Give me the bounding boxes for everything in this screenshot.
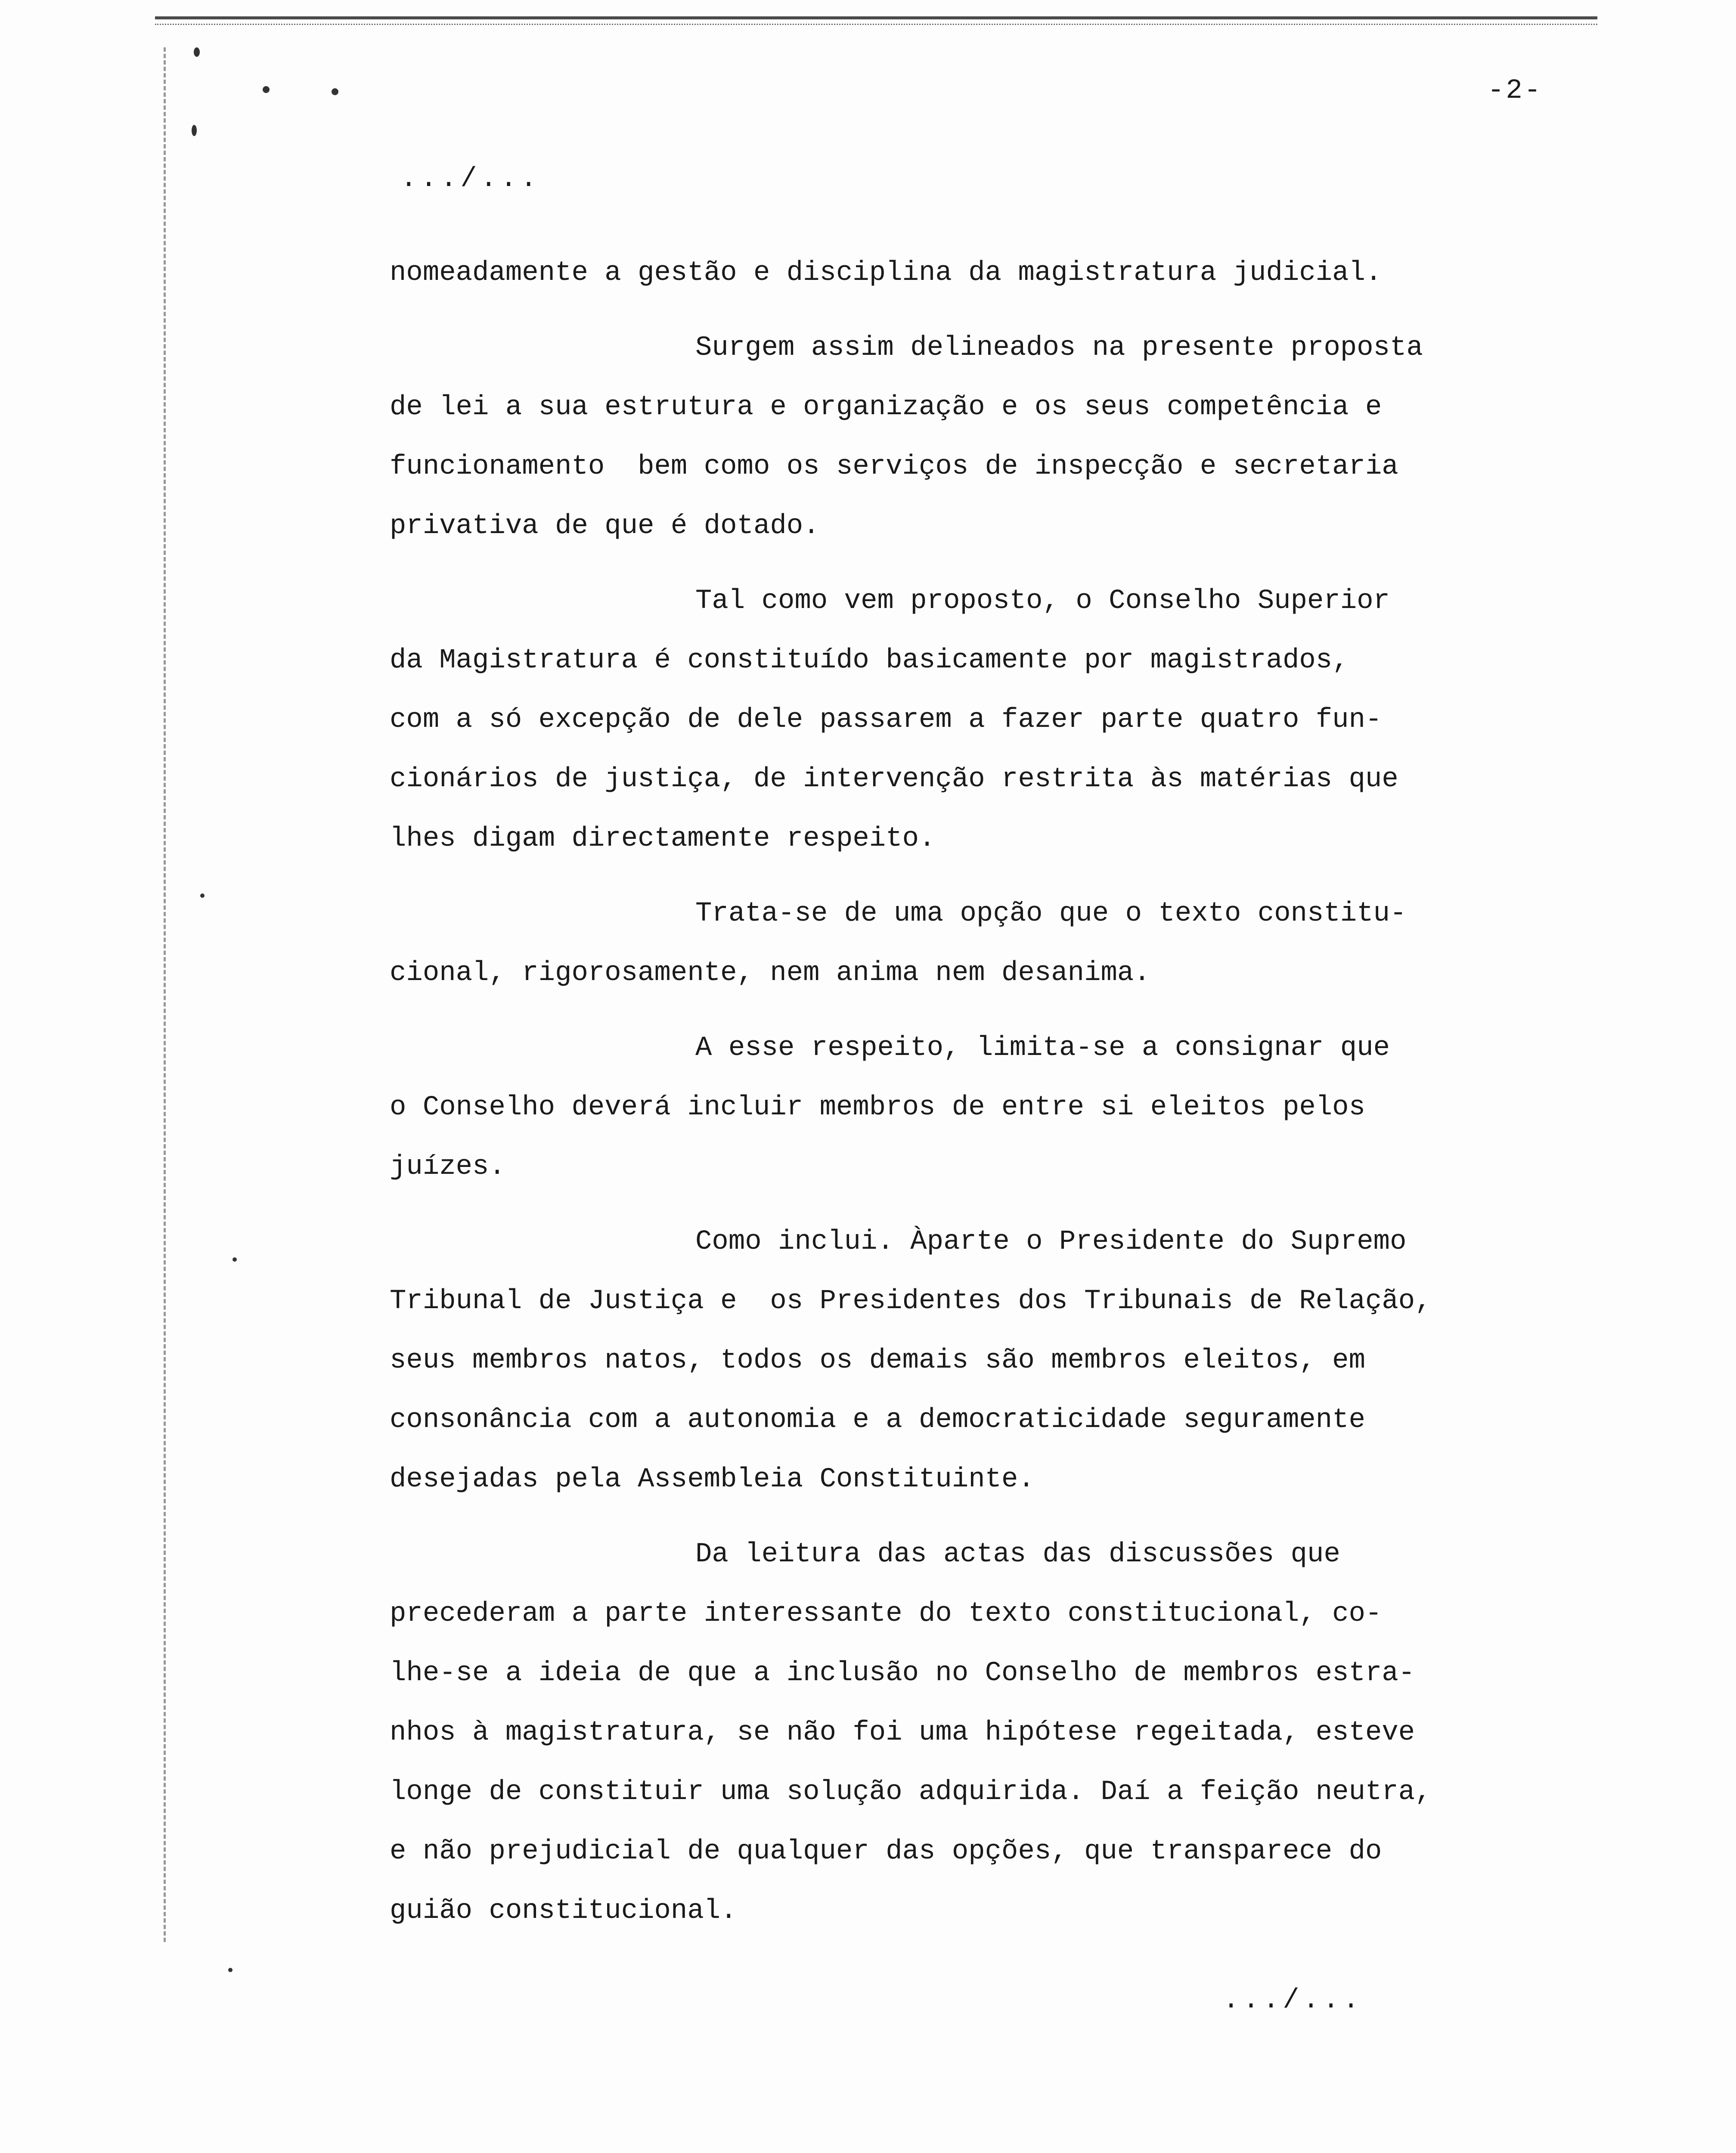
text-line: seus membros natos, todos os demais são membros eleitos, em: [390, 1345, 1365, 1376]
text-line: cional, rigorosamente, nem anima nem desanima.: [390, 958, 1150, 989]
text-line: Tribunal de Justiça e os Presidentes dos Tribunais de Relação,: [390, 1286, 1432, 1317]
page-number: -2-: [1488, 75, 1543, 106]
text-line: o Conselho deverá incluir membros de entre si eleitos pelos: [390, 1092, 1365, 1123]
continuation-marker-bottom: .../...: [1223, 1985, 1363, 2016]
scan-left-edge: [164, 47, 168, 1942]
text-line: desejadas pela Assembleia Constituinte.: [390, 1464, 1035, 1495]
scan-speck: [232, 1257, 237, 1262]
text-line: Surgem assim delineados na presente proposta: [695, 332, 1423, 363]
paragraph: [390, 1018, 1544, 1197]
text-line: lhe-se a ideia de que a inclusão no Conselho de membros estra-: [390, 1658, 1415, 1689]
text-line: Tal como vem proposto, o Conselho Superior: [695, 586, 1390, 617]
paragraph: [390, 884, 1544, 1003]
text-line: Como inclui. Àparte o Presidente do Supremo: [695, 1226, 1407, 1257]
text-line: consonância com a autonomia e a democraticidade seguramente: [390, 1405, 1365, 1436]
text-line: Trata-se de uma opção que o texto constitu-: [695, 898, 1407, 929]
text-line: nhos à magistratura, se não foi uma hipótese regeitada, esteve: [390, 1717, 1415, 1748]
scan-speck: [263, 86, 270, 93]
text-line: precederam a parte interessante do texto constitucional, co-: [390, 1598, 1382, 1629]
text-line: Da leitura das actas das discussões que: [695, 1539, 1340, 1570]
paragraph: [390, 571, 1544, 869]
scan-speck: [200, 893, 205, 898]
text-line: cionários de justiça, de intervenção restrita às matérias que: [390, 764, 1398, 795]
text-line: juízes.: [390, 1151, 505, 1182]
paragraph: [390, 1212, 1544, 1509]
paragraph: [390, 318, 1544, 556]
document-body: [390, 243, 1544, 1956]
text-line: da Magistratura é constituído basicamente por magistrados,: [390, 645, 1349, 676]
text-line: funcionamento bem como os serviços de inspecção e secretaria: [390, 451, 1398, 482]
scan-speck: [192, 125, 197, 136]
text-line: lhes digam directamente respeito.: [390, 823, 936, 854]
text-line: privativa de que é dotado.: [390, 511, 820, 542]
paragraph: [390, 243, 1544, 303]
text-line: de lei a sua estrutura e organização e os seus competência e: [390, 392, 1382, 423]
text-line: com a só excepção de dele passarem a fazer parte quatro fun-: [390, 704, 1382, 735]
scan-top-edge: [155, 16, 1597, 25]
paragraph: [390, 1525, 1544, 1941]
text-line: A esse respeito, limita-se a consignar que: [695, 1033, 1390, 1064]
scan-speck: [332, 88, 338, 95]
text-line: guião constitucional.: [390, 1896, 737, 1927]
scan-speck: [194, 47, 200, 57]
text-line: e não prejudicial de qualquer das opções, que transparece do: [390, 1836, 1382, 1867]
text-line: nomeadamente a gestão e disciplina da magistratura judicial.: [390, 257, 1382, 289]
continuation-marker-top: .../...: [400, 164, 540, 195]
text-line: longe de constituir uma solução adquirida. Daí a feição neutra,: [390, 1777, 1432, 1808]
scan-speck: [228, 1968, 232, 1972]
